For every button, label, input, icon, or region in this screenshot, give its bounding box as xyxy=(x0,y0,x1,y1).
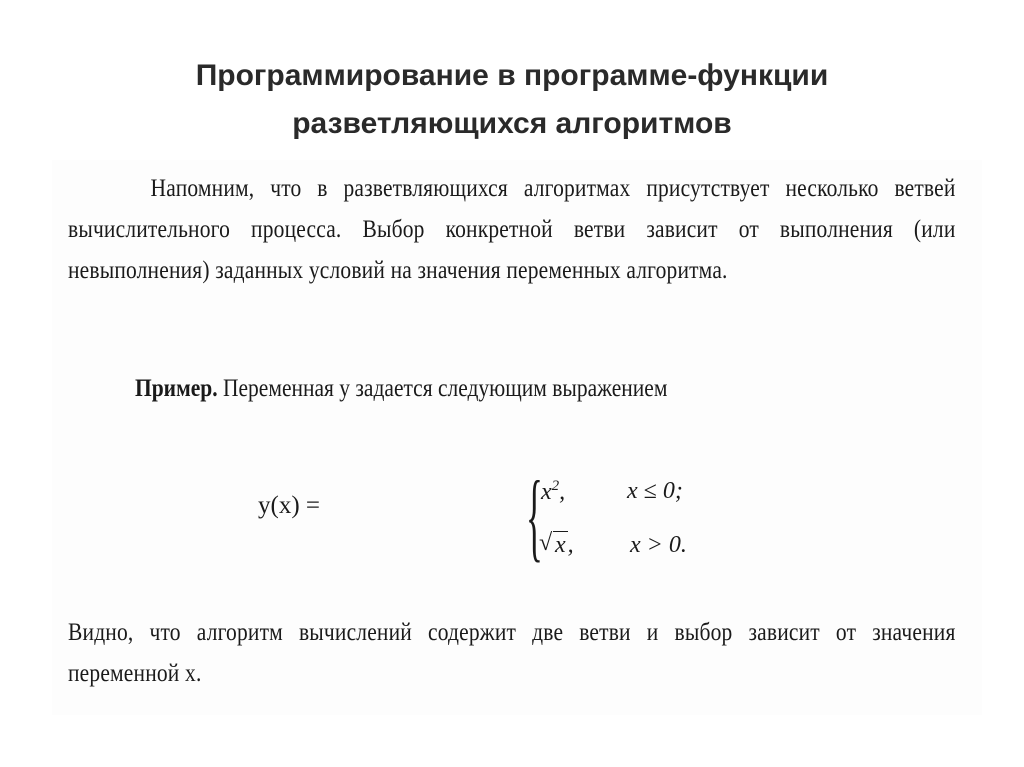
case2-condition: x > 0. xyxy=(630,532,687,558)
formula-lhs: y(x) = xyxy=(258,492,320,519)
case1-condition: x ≤ 0; xyxy=(627,478,683,504)
intro-paragraph: Напомним, что в разветвляющихся алгоритмах присутствует несколько ветвей вычислительного процесса. Выбор конкретной ветви зависит от выполнения (или невыполнения) заданных условий на значения переменных алгоритма. xyxy=(68,175,956,284)
formula-brace: { xyxy=(526,460,543,571)
case1-expression: $x^2$, xyxy=(541,478,566,505)
example-text: Переменная y задается следующим выражением xyxy=(217,375,668,402)
slide-title-line1: Программирование в программе-функции xyxy=(195,59,829,92)
slide-title xyxy=(0,52,1024,148)
slide-title-line2: разветляющихся алгоритмов xyxy=(292,107,732,140)
example-line xyxy=(135,372,667,406)
example-label: Пример. xyxy=(135,375,218,402)
conclusion-paragraph: Видно, что алгоритм вычислений содержит две ветви и выбор зависит от значения переменной x. xyxy=(68,619,956,687)
case2-expression: √ x, xyxy=(541,532,574,559)
